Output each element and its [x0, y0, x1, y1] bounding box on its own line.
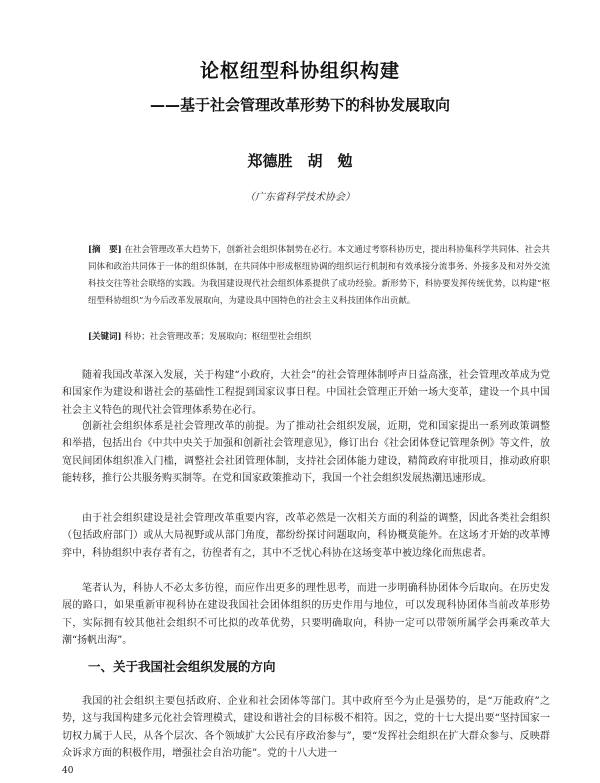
abstract-label: [摘 要] [88, 245, 122, 255]
body-paragraph-2: 创新社会组织体系是社会管理改革的前提。为了推动社会组织发展，近期，党和国家提出一系列政策调整和举措，包括出台《中共中央关于加强和创新社会管理意见》，修订出台《社会团体登记管理条例》等文件，放宽民间团体组织准入门槛，调整社会社团管理体制，支持社会团体能力建设，精简政府审批项目，推动政府职能转移，推行公共服务购买制等。在党和国家政策推动下，我国一个社会组织发展热潮迅速形成。 [62, 421, 550, 485]
body-paragraph-5: 我国的社会组织主要包括政府、企业和社会团体等部门。其中政府至今为止是强势的，是“万能政府”之势，这与我国构建多元化社会管理模式，建设和谐社会的目标极不相符。因之，党的十七大提出要“坚持国家一切权力属于人民，从各个层次、各个领域扩大公民有序政治参与”，要“发挥社会组织在扩大群众参与、反映群众诉求方面的积极作用，增强社会自治功能”。党的十八大进一 [62, 696, 550, 760]
abstract-text: 在社会管理改革大趋势下，创新社会组织体制势在必行。本文通过考察科协历史，提出科协集科学共同体、社会共同体和政治共同体于一体的组织体制，在共同体中形成枢纽协调的组织运行机制和有效承接分流事务、外接多及和对外交流科技交往等社会联络的实践。为我国建设现代社会组织体系提供了成功经验。新形势下，科协要发挥传统优势，以构建“枢纽型科协组织”为今后改革发展取向，为建设具中国特色的社会主义科技团体作出贡献。 [88, 245, 550, 306]
keywords-block [88, 330, 550, 344]
article-subtitle: ——基于社会管理改革形势下的科协发展取向 [149, 96, 450, 114]
article-authors: 郑德胜 胡 勉 [247, 152, 353, 170]
abstract-block [88, 242, 550, 310]
author-affiliation: （广东省科学技术协会） [245, 192, 355, 203]
keywords-text: 科协；社会管理改革；发展取向；枢纽型社会组织 [124, 332, 312, 342]
keywords-label: [关键词] [88, 332, 122, 342]
body-paragraph-4: 笔者认为，科协人不必太多彷徨，而应作出更多的理性思考，而进一步明确科协团体今后取向。在历史发展的路口，如果重新审视科协在建设我国社会团体组织的历史作用与地位，可以发现科协团体当前改革形势下，实际拥有较其他社会组织不可比拟的改革优势，只要明确取向，科协一定可以带领所属学会再乘改革大潮“扬帆出海”。 [62, 583, 550, 647]
body-paragraph-3: 由于社会组织建设是社会管理改革重要内容，改革必然是一次相关方面的利益的调整，因此各类社会组织（包括政府部门）或从大局视野或从部门角度，都纷纷探讨问题取向，科协概莫能外。在这场才开始的改革博弈中，科协组织中表存者有之，彷徨者有之，其中不乏忧心科协在这场变革中被边缘化而焦虑者。 [62, 513, 550, 559]
article-title: 论枢纽型科协组织构建 [199, 60, 400, 82]
body-paragraph-1: 随着我国改革深入发展，关于构建“小政府，大社会”的社会管理体制呼声日益高涨，社会管理改革成为党和国家作为建设和谐社会的基础性工程提到国家议事日程。中国社会管理正开始一场大变革，建设一个具中国社会主义特色的现代社会管理体系势在必行。 [62, 370, 550, 416]
section-heading: 一、关于我国社会组织发展的方向 [88, 659, 276, 674]
page-number: 40 [62, 766, 74, 776]
